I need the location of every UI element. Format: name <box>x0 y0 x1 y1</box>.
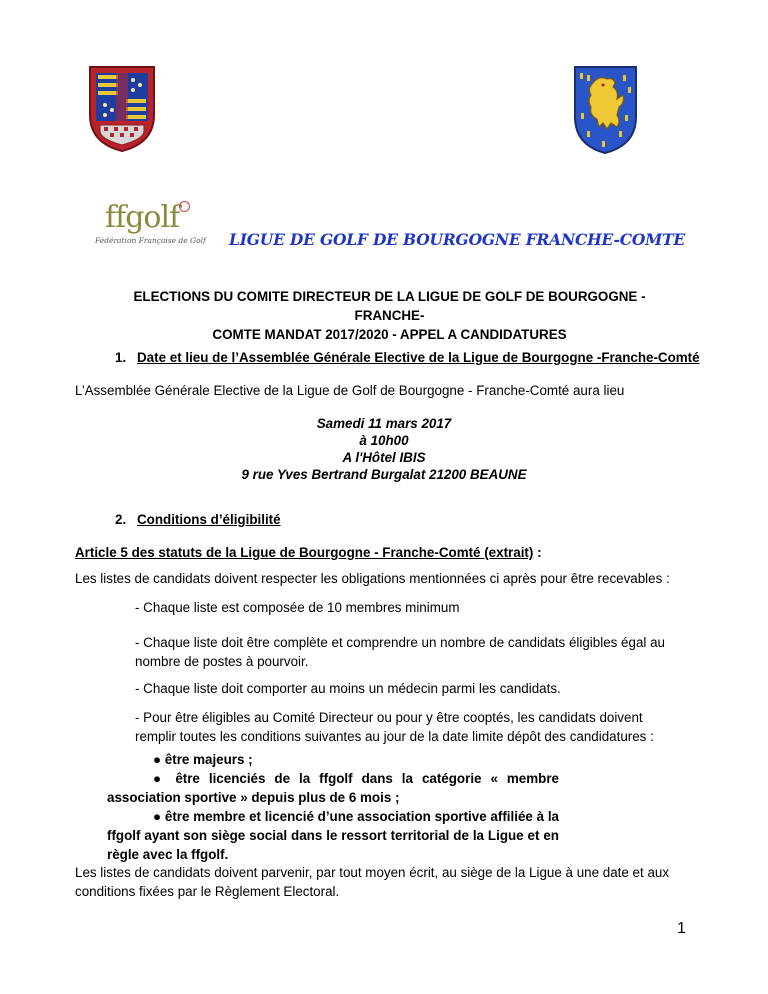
bullet-item: ● être majeurs ; <box>153 752 253 767</box>
logo-subtitle: Fédération Française de Golf <box>95 236 206 245</box>
page-number: 1 <box>677 920 686 937</box>
list-item: - Chaque liste est composée de 10 membres minimum <box>135 600 460 615</box>
event-venue: A l'Hôtel IBIS <box>342 450 426 465</box>
eligibility-bullets <box>107 750 559 864</box>
event-details <box>0 415 768 483</box>
logo-word: ffgolf <box>105 200 180 235</box>
section-2-intro: Les listes de candidats doivent respecter les obligations mentionnées ci après pour être recevables : <box>75 571 670 586</box>
franche-comte-crest-icon <box>573 65 638 155</box>
section-2-heading <box>115 512 281 527</box>
section-2-title: Conditions d’éligibilité <box>137 512 281 527</box>
section-1-title: Date et lieu de l’Assemblée Générale Elective de la Ligue de Bourgogne -Franche-Comté <box>137 350 700 365</box>
section-2-number: 2. <box>115 512 127 527</box>
bullet-item: ● être licenciés de la ffgolf dans la catégorie « membre association sportive » depuis plus de 6 mois ; <box>107 771 559 805</box>
event-date: Samedi 11 mars 2017 <box>316 416 452 431</box>
document-title <box>112 287 667 344</box>
title-line-1: ELECTIONS DU COMITE DIRECTEUR DE LA LIGUE DE GOLF DE BOURGOGNE - FRANCHE- <box>133 289 646 323</box>
event-address: 9 rue Yves Bertrand Burgalat 21200 BEAUNE <box>241 467 527 482</box>
article-colon: : <box>533 545 542 560</box>
list-item: - Chaque liste doit être complète et comprendre un nombre de candidats éligibles égal au nombre de postes à pourvoir. <box>135 635 665 669</box>
ffgolf-logo <box>95 200 215 250</box>
event-time: à 10h00 <box>359 433 409 448</box>
closing-paragraph: Les listes de candidats doivent parvenir, par tout moyen écrit, au siège de la Ligue à une date et aux conditions fixées par le Règlement Electoral. <box>75 865 670 899</box>
logo-mark-icon <box>179 201 190 212</box>
article-reference <box>75 545 542 560</box>
list-item: - Pour être éligibles au Comité Directeur ou pour y être cooptés, les candidats doivent remplir toutes les conditions suivantes au jour de la date limite dépôt des candidatures : <box>135 710 654 744</box>
list-item: - Chaque liste doit comporter au moins un médecin parmi les candidats. <box>135 681 561 696</box>
section-1-number: 1. <box>115 350 127 365</box>
article-title: Article 5 des statuts de la Ligue de Bourgogne - Franche-Comté (extrait) <box>75 545 534 560</box>
section-1-heading <box>115 350 700 365</box>
title-line-2: COMTE MANDAT 2017/2020 - APPEL A CANDIDATURES <box>212 327 567 342</box>
section-1-intro: L’Assemblée Générale Elective de la Ligue de Golf de Bourgogne - Franche-Comté aura lieu <box>75 383 625 398</box>
burgundy-crest-icon <box>88 65 156 153</box>
bullet-item: ● être membre et licencié d’une association sportive affiliée à la ffgolf ayant son siège social dans le ressort territorial de la Ligue et en règle avec la ffgolf. <box>107 809 559 862</box>
league-title: LIGUE DE GOLF DE BOURGOGNE FRANCHE-COMTE <box>229 230 686 249</box>
